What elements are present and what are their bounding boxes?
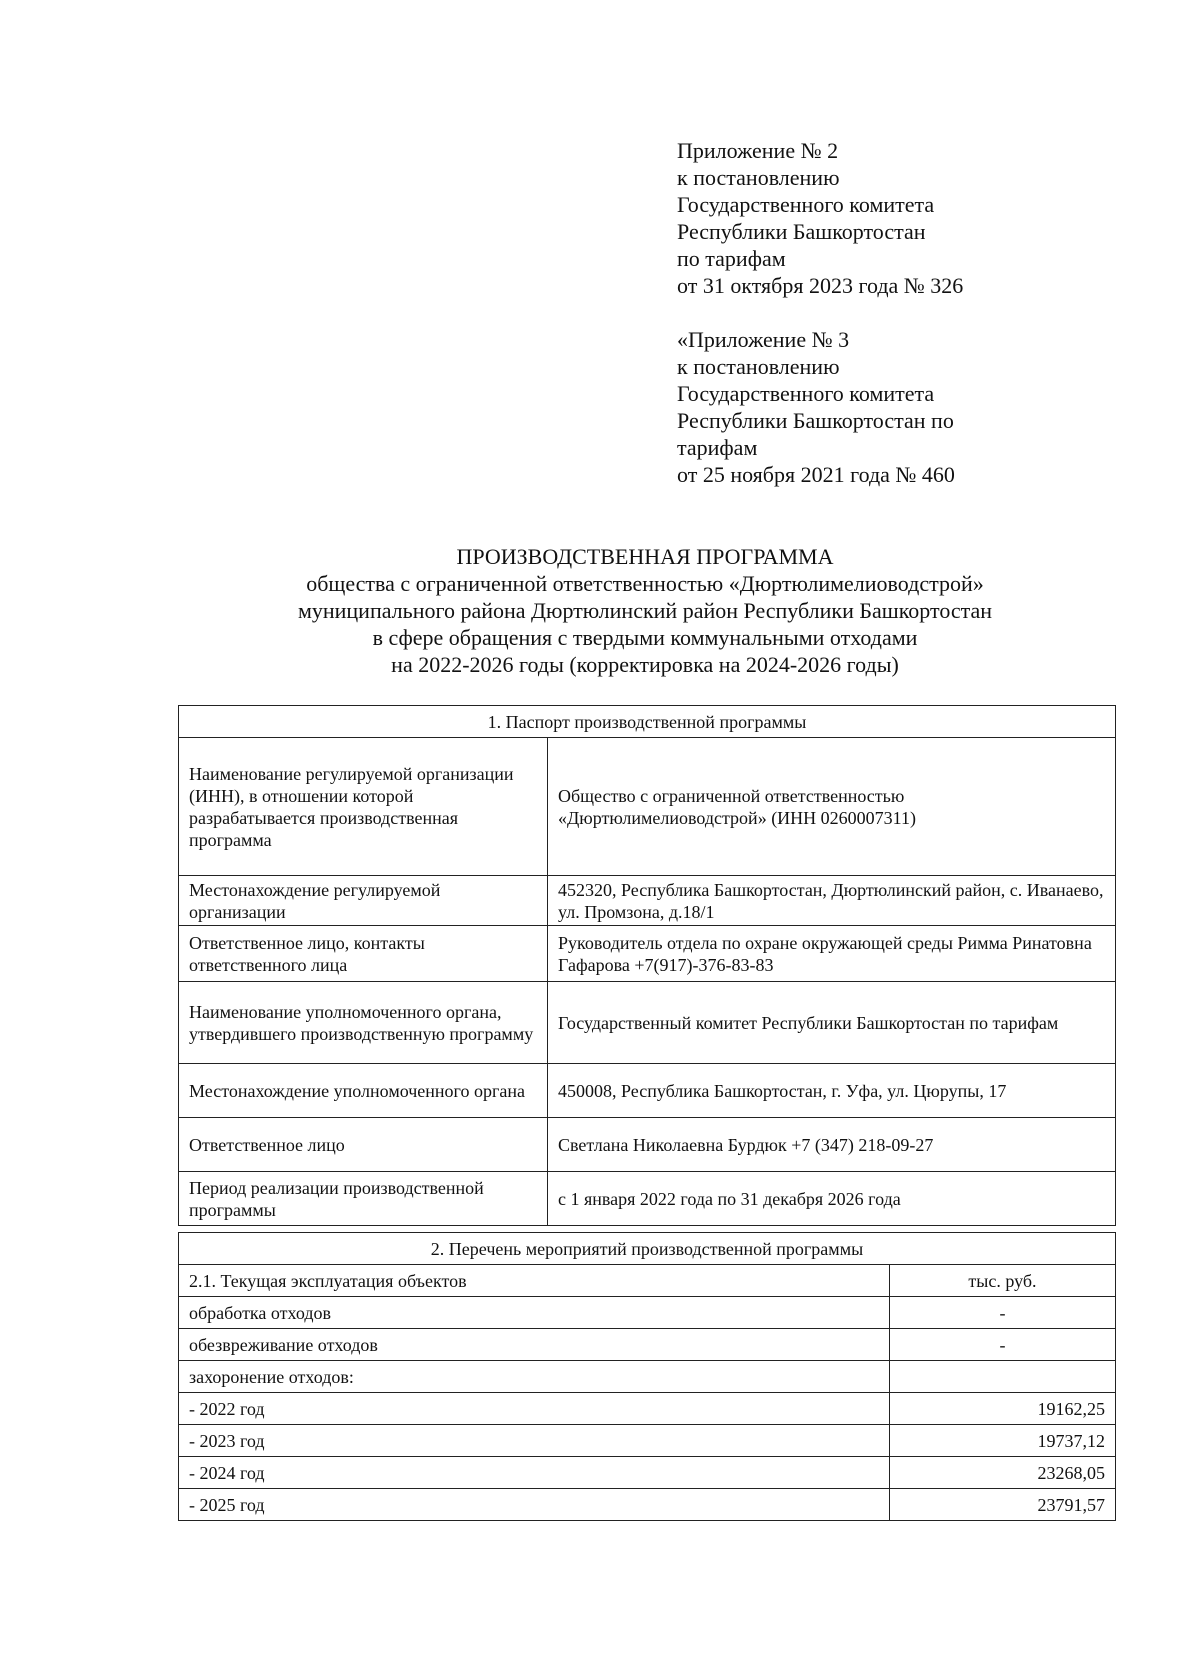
table-row — [179, 982, 1116, 1064]
table-row — [179, 1329, 1116, 1361]
appendix-line: Приложение № 2 — [677, 138, 839, 163]
table-row — [179, 1361, 1116, 1393]
table-row — [179, 1233, 1116, 1265]
appendix-original-line: от 25 ноября 2021 года № 460 — [677, 462, 955, 487]
measure-label: обезвреживание отходов — [179, 1329, 890, 1361]
measure-value: 19737,12 — [890, 1425, 1116, 1457]
appendix-header — [677, 137, 963, 488]
passport-value: Руководитель отдела по охране окружающей среды Римма Ринатовна Гафарова +7(917)-376-83-83 — [548, 926, 1116, 982]
measures-table — [178, 1232, 1116, 1521]
measure-value: - — [890, 1297, 1116, 1329]
measure-label: - 2023 год — [179, 1425, 890, 1457]
title-line: ПРОИЗВОДСТВЕННАЯ ПРОГРАММА — [456, 544, 834, 569]
passport-value: 452320, Республика Башкортостан, Дюртюлинский район, с. Иванаево, ул. Промзона, д.18/1 — [548, 876, 1116, 926]
passport-label: Местонахождение уполномоченного органа — [179, 1064, 548, 1118]
table-row — [179, 1172, 1116, 1226]
measure-label: - 2022 год — [179, 1393, 890, 1425]
passport-value: 450008, Республика Башкортостан, г. Уфа, ул. Цюрупы, 17 — [548, 1064, 1116, 1118]
passport-value: Государственный комитет Республики Башкортостан по тарифам — [548, 982, 1116, 1064]
table-row — [179, 1489, 1116, 1521]
measures-subheading: 2.1. Текущая эксплуатация объектов — [179, 1265, 890, 1297]
document-title — [0, 543, 1200, 678]
appendix-line: Республики Башкортостан — [677, 219, 926, 244]
title-line: общества с ограниченной ответственностью «Дюртюлимелиоводстрой» — [306, 571, 984, 596]
table-row — [179, 1064, 1116, 1118]
table-row — [179, 1118, 1116, 1172]
appendix-original-line: «Приложение № 3 — [677, 327, 850, 352]
appendix-line: по тарифам — [677, 246, 786, 271]
passport-label: Местонахождение регулируемой организации — [179, 876, 548, 926]
table-row — [179, 926, 1116, 982]
measures-heading: 2. Перечень мероприятий производственной программы — [179, 1233, 1116, 1265]
title-line: муниципального района Дюртюлинский район Республики Башкортостан — [297, 598, 993, 623]
appendix-original-line: к постановлению — [677, 354, 840, 379]
appendix-line: от 31 октября 2023 года № 326 — [677, 273, 964, 298]
appendix-original-line: Республики Башкортостан по — [677, 408, 954, 433]
passport-label: Период реализации производственной программы — [179, 1172, 548, 1226]
passport-heading: 1. Паспорт производственной программы — [179, 706, 1116, 738]
table-row — [179, 706, 1116, 738]
passport-label: Ответственное лицо — [179, 1118, 548, 1172]
measure-label: захоронение отходов: — [179, 1361, 890, 1393]
passport-value: с 1 января 2022 года по 31 декабря 2026 года — [548, 1172, 1116, 1226]
appendix-original-line: тарифам — [677, 435, 758, 460]
passport-label: Наименование регулируемой организации (ИНН), в отношении которой разрабатывается производственная программа — [179, 738, 548, 876]
table-row — [179, 1265, 1116, 1297]
measure-label: - 2024 год — [179, 1457, 890, 1489]
measure-value: 23791,57 — [890, 1489, 1116, 1521]
table-row — [179, 1425, 1116, 1457]
measure-value: 19162,25 — [890, 1393, 1116, 1425]
unit-label: тыс. руб. — [890, 1265, 1116, 1297]
title-line: на 2022-2026 годы (корректировка на 2024-2026 годы) — [391, 652, 899, 677]
table-row — [179, 1457, 1116, 1489]
passport-label: Ответственное лицо, контакты ответственного лица — [179, 926, 548, 982]
measure-label: обработка отходов — [179, 1297, 890, 1329]
appendix-line: Государственного комитета — [677, 192, 935, 217]
passport-value: Общество с ограниченной ответственностью «Дюртюлимелиоводстрой» (ИНН 0260007311) — [548, 738, 1116, 876]
table-row — [179, 738, 1116, 876]
table-row — [179, 876, 1116, 926]
measure-value: - — [890, 1329, 1116, 1361]
passport-value: Светлана Николаевна Бурдюк +7 (347) 218-09-27 — [548, 1118, 1116, 1172]
program-table — [178, 705, 1116, 1226]
measure-value — [890, 1361, 1116, 1393]
title-line: в сфере обращения с твердыми коммунальными отходами — [372, 625, 918, 650]
appendix-original-line: Государственного комитета — [677, 381, 935, 406]
passport-label: Наименование уполномоченного органа, утвердившего производственную программу — [179, 982, 548, 1064]
table-row — [179, 1297, 1116, 1329]
appendix-line: к постановлению — [677, 165, 840, 190]
table-row — [179, 1393, 1116, 1425]
measure-label: - 2025 год — [179, 1489, 890, 1521]
measure-value: 23268,05 — [890, 1457, 1116, 1489]
